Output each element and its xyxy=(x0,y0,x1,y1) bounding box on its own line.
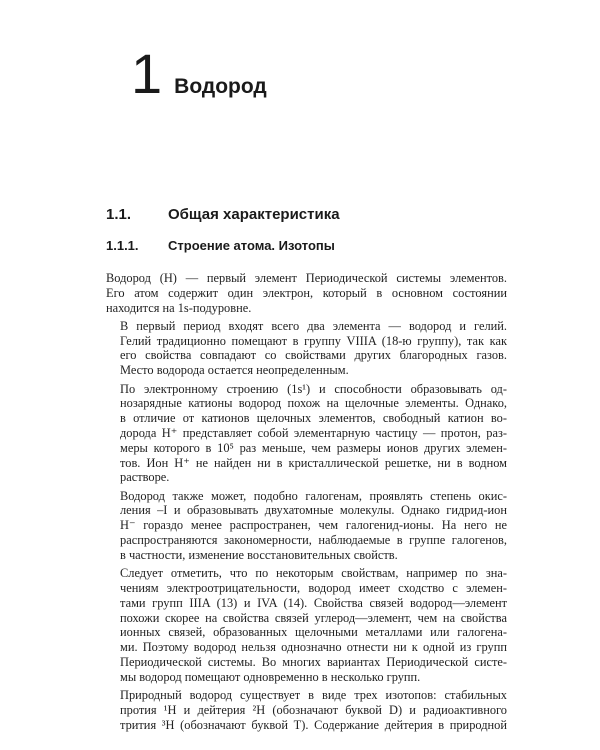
body-text xyxy=(106,271,507,736)
text-line: нозарядные катионы водород похож на щелочные элементы. Однако, xyxy=(120,396,507,411)
text-line: протия ¹H и дейтерия ²H (обозначают буквой D) и радиоактивного xyxy=(120,702,507,717)
section-title: Общая характеристика xyxy=(168,206,340,223)
paragraph xyxy=(106,319,507,378)
text-line: тов. Ион H⁺ не найден ни в кристаллической решетке, ни в водном xyxy=(120,455,507,470)
text-line: трития ³H (обозначают буквой T). Содержание дейтерия в природной xyxy=(120,717,507,732)
text-line: ионных связей, образованных щелочными металлами или галогена- xyxy=(120,625,507,640)
paragraph xyxy=(106,382,507,486)
chapter-title: Водород xyxy=(174,75,267,98)
text-line: в отличие от катионов щелочных элементов, свободный катион во- xyxy=(120,411,507,426)
text-line: ми. Поэтому водород нельзя однозначно отнести ни к одной из групп xyxy=(120,640,507,655)
text-line: распространяются закономерности, наблюдаемые в группе галогенов, xyxy=(120,533,507,548)
subsection-title: Строение атома. Изотопы xyxy=(168,238,335,253)
text-line: меры которого в 10⁵ раз меньше, чем размеры ионов других элемен- xyxy=(120,440,507,455)
text-line: Гелий традиционно помещают в группу VIIIA (18-ю группу), так как xyxy=(120,333,507,348)
text-line: Периодической системы. Во многих вариантах Периодической систе- xyxy=(120,654,507,669)
text-line: H⁻ гораздо менее распространен, чем галогенид-ионы. На него не xyxy=(120,518,507,533)
subsection-number: 1.1.1. xyxy=(106,238,139,253)
text-line: Водород также может, подобно галогенам, проявлять степень окис- xyxy=(120,488,507,503)
text-line: Следует отметить, что по некоторым свойствам, например по зна- xyxy=(120,566,507,581)
text-line: По электронному строению (1s¹) и способности образовывать од- xyxy=(120,381,507,396)
text-line: мы водород помещают одновременно в несколько групп. xyxy=(120,669,421,684)
text-line: Водород (H) — первый элемент Периодической системы элементов. xyxy=(106,271,507,285)
text-line: в частности, изменение восстановительных свойств. xyxy=(120,547,398,562)
text-line: Его атом содержит один электрон, который в основном состоянии xyxy=(106,285,507,300)
text-line: ления –I и образовывать двухатомные молекулы. Однако гидрид-ион xyxy=(120,503,507,518)
paragraph xyxy=(106,489,507,563)
text-line: растворе. xyxy=(120,470,170,485)
text-line: В первый период входят всего два элемента — водород и гелий. xyxy=(120,318,507,333)
text-line: чениям электроотрицательности, водород имеет сходство с элемен- xyxy=(120,580,507,595)
section-number: 1.1. xyxy=(106,206,132,223)
chapter-heading xyxy=(131,44,267,104)
paragraph xyxy=(106,688,507,732)
text-line: похожи скорее на свойства связей углерод—элемент, чем на свойства xyxy=(120,610,507,625)
section-heading xyxy=(106,206,340,224)
chapter-number: 1 xyxy=(131,42,162,105)
text-line: дорода H⁺ представляет собой элементарную частицу — протон, раз- xyxy=(120,425,507,440)
paragraph xyxy=(106,271,507,315)
text-line: Природный водород существует в виде трех изотопов: стабильных xyxy=(120,688,507,703)
text-line: его свойства совпадают со свойствами других благородных газов. xyxy=(120,348,507,363)
text-line: находится на 1s-подуровне. xyxy=(106,300,252,315)
text-line: Место водорода остается неопределенным. xyxy=(120,363,349,378)
paragraph xyxy=(106,566,507,684)
text-line: тами групп IIIA (13) и IVA (14). Свойства связей водород—элемент xyxy=(120,595,507,610)
subsection-heading xyxy=(106,238,335,254)
